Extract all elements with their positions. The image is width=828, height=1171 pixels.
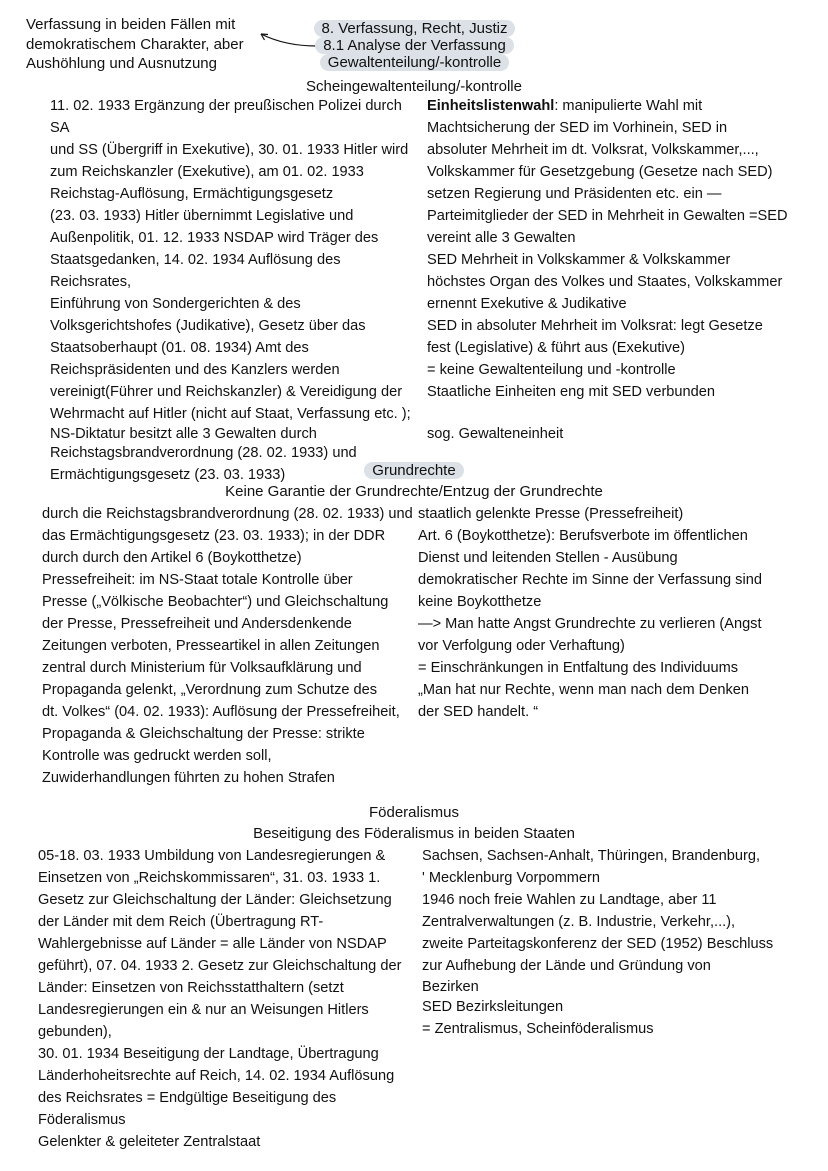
text-line: Bezirken xyxy=(422,979,479,995)
text-line: der SED handelt. “ xyxy=(418,704,539,720)
text-line: Art. 6 (Boykotthetze): Berufsverbote im öffentlichen xyxy=(418,528,748,544)
text-line: zur Aufhebung der Lände und Gründung von xyxy=(422,958,711,974)
text-line: „Man hat nur Rechte, wenn man nach dem Denken xyxy=(418,682,749,698)
text-line: zweite Parteitagskonferenz der SED (1952) Beschluss xyxy=(422,936,774,952)
text-line: des Reichsrates = Endgültige Beseitigung des xyxy=(38,1090,337,1106)
text-line: 30. 01. 1934 Beseitigung der Landtage, Übertragung xyxy=(38,1046,379,1062)
text-line: Parteimitglieder der SED in Mehrheit in Gewalten =SED xyxy=(427,208,788,224)
grundrechte-right-column xyxy=(418,503,810,723)
text-line: Reichstag-Auflösung, Ermächtigungsgesetz xyxy=(50,186,334,202)
gewalten-conclusion: sog. Gewalteneinheit xyxy=(427,426,564,442)
text-line: Einheitslistenwahl: manipulierte Wahl mit xyxy=(427,98,703,114)
keyword: Einheitslistenwahl xyxy=(427,98,555,114)
text-line: gebunden), xyxy=(38,1024,112,1040)
text-line: Gesetz zur Gleichschaltung der Länder: Gleichsetzung xyxy=(38,892,392,908)
text-line: zentral durch Ministerium für Volksaufklärung und xyxy=(42,660,362,676)
text-line: SED Mehrheit in Volkskammer & Volkskammer xyxy=(427,252,731,268)
text-line: höchstes Organ des Volkes und Staates, Volkskammer xyxy=(427,274,783,290)
topic-title: Gewaltenteilung/-kontrolle xyxy=(320,54,509,71)
gewalten-subtitle: Scheingewaltenteilung/-kontrolle xyxy=(306,78,522,95)
text-line: Staatsgedanken, 14. 02. 1934 Auflösung des Reichsrates, xyxy=(50,252,341,290)
text-line: 1946 noch freie Wahlen zu Landtage, aber 11 xyxy=(422,892,717,908)
text-line: Gelenkter & geleiteter Zentralstaat xyxy=(38,1134,261,1150)
text-line: Zeitungen verboten, Presseartikel in allen Zeitungen xyxy=(42,638,380,654)
text-line: SED in absoluter Mehrheit im Volksrat: legt Gesetze xyxy=(427,318,763,334)
foederalismus-right-column xyxy=(422,845,812,1041)
text-line: Länderhoheitsrechte auf Reich, 14. 02. 1934 Auflösung xyxy=(38,1068,395,1084)
text-line: Einführung von Sondergerichten & des xyxy=(50,296,301,312)
note-line: Verfassung in beiden Fällen mit xyxy=(26,16,236,33)
grundrechte-title: Grundrechte xyxy=(364,462,463,479)
text-line: Staatsoberhaupt (01. 08. 1934) Amt des xyxy=(50,340,309,356)
text-line: Wehrmacht auf Hitler (nicht auf Staat, Verfassung etc. ); xyxy=(50,406,411,422)
text-line: Propaganda & Gleichschaltung der Presse: strikte xyxy=(42,726,365,742)
text-line: Reichstagsbrandverordnung (28. 02. 1933) und xyxy=(50,445,357,461)
text-line: 05-18. 03. 1933 Umbildung von Landesregierungen & xyxy=(38,848,386,864)
text-line: SED Bezirksleitungen xyxy=(422,999,564,1015)
note-line: Aushöhlung und Ausnutzung xyxy=(26,55,217,72)
text-line: durch durch den Artikel 6 (Boykotthetze) xyxy=(42,550,302,566)
text-line: vereinigt(Führer und Reichskanzler) & Vereidigung der xyxy=(50,384,403,400)
text-line: Staatliche Einheiten eng mit SED verbunden xyxy=(427,384,715,400)
text-line: Zuwiderhandlungen führten zu hohen Strafen xyxy=(42,770,335,786)
gewalten-left-column xyxy=(50,95,420,486)
text-line: demokratischer Rechte im Sinne der Verfassung sind xyxy=(418,572,762,588)
section-title: 8.1 Analyse der Verfassung xyxy=(315,37,514,54)
text-line: = Zentralismus, Scheinföderalismus xyxy=(422,1021,654,1037)
text-line: geführt), 07. 04. 1933 2. Gesetz zur Gleichschaltung der xyxy=(38,958,402,974)
text-line: dt. Volkes“ (04. 02. 1933): Auflösung der Pressefreiheit, xyxy=(42,704,400,720)
text-line: vereint alle 3 Gewalten xyxy=(427,230,576,246)
text-line: Sachsen, Sachsen-Anhalt, Thüringen, Brandenburg, xyxy=(422,848,761,864)
chapter-title: 8. Verfassung, Recht, Justiz xyxy=(314,20,516,37)
text-line: Presse („Völkische Beobachter“) und Gleichschaltung xyxy=(42,594,389,610)
text-line: setzen Regierung und Präsidenten etc. ein — xyxy=(427,186,722,202)
text-line: durch die Reichstagsbrandverordnung (28. 02. 1933) und xyxy=(42,506,413,522)
text-line: ' Mecklenburg Vorpommern xyxy=(422,870,600,886)
text-line: Wahlergebnisse auf Länder = alle Länder von NSDAP xyxy=(38,936,387,952)
text-line: NS-Diktatur besitzt alle 3 Gewalten durch xyxy=(50,426,317,442)
text-line: 11. 02. 1933 Ergänzung der preußischen Polizei durch SA xyxy=(50,98,402,136)
text-line: = Einschränkungen in Entfaltung des Individuums xyxy=(418,660,739,676)
grundrechte-subtitle: Keine Garantie der Grundrechte/Entzug der Grundrechte xyxy=(225,483,603,500)
text-line: zum Reichskanzler (Exekutive), am 01. 02. 1933 xyxy=(50,164,364,180)
foederalismus-left-column xyxy=(38,845,418,1153)
text-line: Länder: Einsetzen von Reichsstatthaltern (setzt xyxy=(38,980,344,996)
text-line: Zentralverwaltungen (z. B. Industrie, Verkehr,...), xyxy=(422,914,736,930)
text-line: Kontrolle was gedruckt werden soll, xyxy=(42,748,272,764)
text-line: = keine Gewaltenteilung und -kontrolle xyxy=(427,362,676,378)
text-line: —> Man hatte Angst Grundrechte zu verlieren (Angst xyxy=(418,616,762,632)
text-line: vor Verfolgung oder Verhaftung) xyxy=(418,638,625,654)
text-line: Reichspräsidenten und des Kanzlers werden xyxy=(50,362,340,378)
note-line: demokratischem Charakter, aber xyxy=(26,35,244,53)
text-line: fest (Legislative) & führt aus (Exekutive) xyxy=(427,340,685,356)
text-line: Pressefreiheit: im NS-Staat totale Kontrolle über xyxy=(42,572,353,588)
text-line: staatlich gelenkte Presse (Pressefreiheit) xyxy=(418,506,684,522)
text-line: ernennt Exekutive & Judikative xyxy=(427,296,627,312)
gewalten-right-column xyxy=(427,95,807,403)
text-line: Landesregierungen ein & nur an Weisungen Hitlers xyxy=(38,1002,369,1018)
text-line: Außenpolitik, 01. 12. 1933 NSDAP wird Träger des xyxy=(50,230,379,246)
text-line: Volkskammer für Gesetzgebung (Gesetze nach SED) xyxy=(427,164,773,180)
text-line: Propaganda gelenkt, „Verordnung zum Schutze des xyxy=(42,682,378,698)
text-line: Föderalismus xyxy=(38,1112,126,1128)
text-line: und SS (Übergriff in Exekutive), 30. 01. 1933 Hitler wird xyxy=(50,142,409,158)
text-line: Ermächtigungsgesetz (23. 03. 1933) xyxy=(50,467,286,483)
text-line: (23. 03. 1933) Hitler übernimmt Legislative und xyxy=(50,208,354,224)
heading-block xyxy=(312,20,517,71)
text-line: absoluter Mehrheit im dt. Volksrat, Volkskammer,..., xyxy=(427,142,759,158)
text-line: Einsetzen von „Reichskommissaren“, 31. 03. 1933 1. xyxy=(38,870,381,886)
grundrechte-title-row xyxy=(0,461,828,481)
text-line: der Presse, Pressefreiheit und Andersdenkende xyxy=(42,616,352,632)
foederalismus-title: Föderalismus xyxy=(368,804,460,821)
text-line: Volksgerichtshofes (Judikative), Gesetz über das xyxy=(50,318,366,334)
margin-note xyxy=(26,15,276,74)
text-line: Machtsicherung der SED im Vorhinein, SED in xyxy=(427,120,728,136)
text-line: der Länder mit dem Reich (Übertragung RT- xyxy=(38,914,324,930)
grundrechte-left-column xyxy=(42,503,414,789)
text-line: keine Boykotthetze xyxy=(418,594,542,610)
foederalismus-subtitle: Beseitigung des Föderalismus in beiden Staaten xyxy=(253,825,575,842)
text-line: Dienst und leitenden Stellen - Ausübung xyxy=(418,550,678,566)
text-line: das Ermächtigungsgesetz (23. 03. 1933); in der DDR xyxy=(42,528,386,544)
